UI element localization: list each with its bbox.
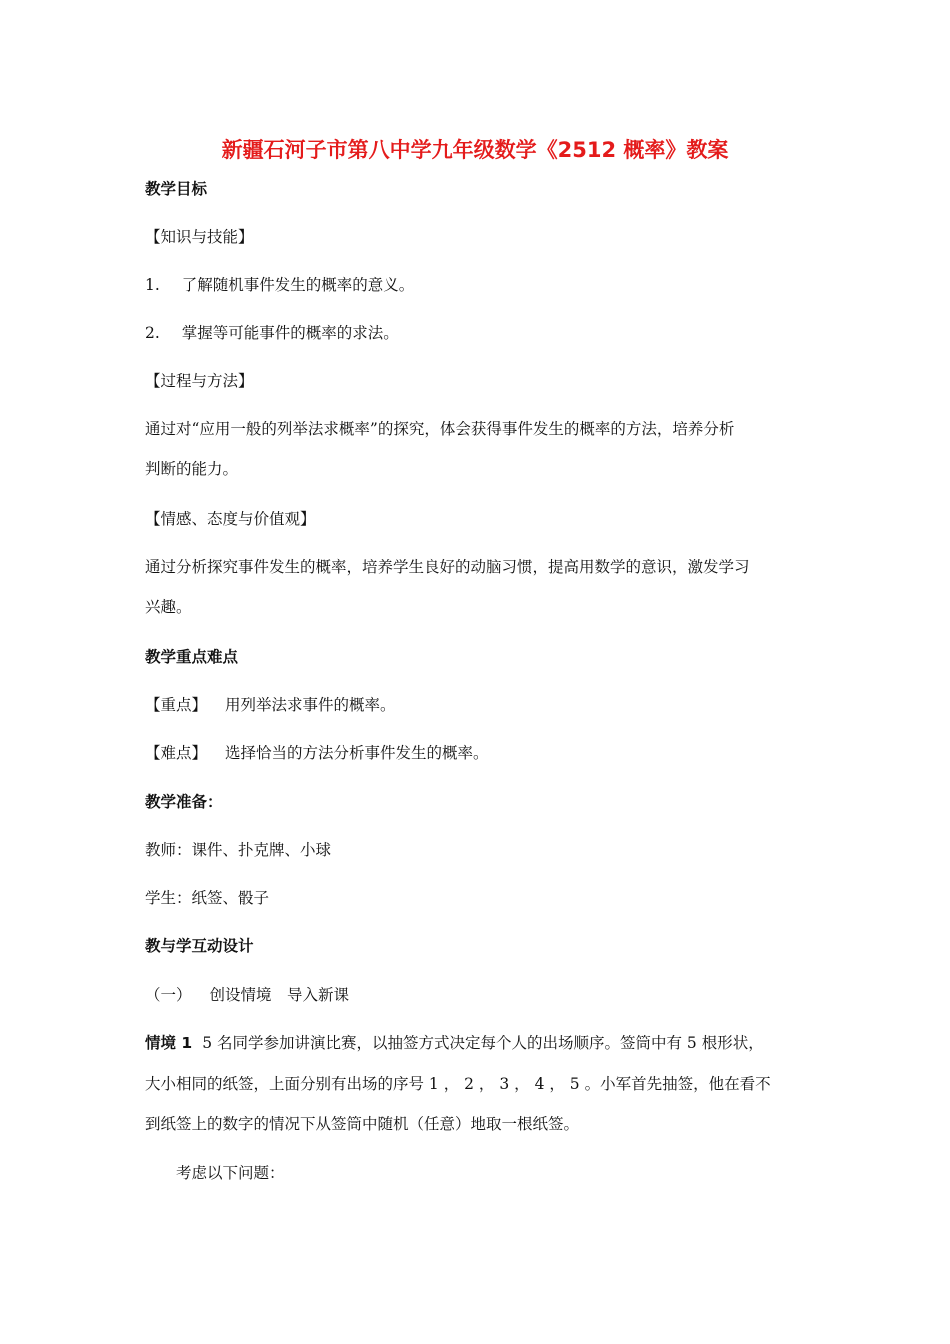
knowledge-item-2-number: 2. <box>145 324 160 342</box>
knowledge-skills-label: 【知识与技能】 <box>145 228 254 246</box>
difficult-point-text: 选择恰当的方法分析事件发生的概率。 <box>225 744 489 762</box>
process-paragraph-line-1: 通过对“应用一般的列举法求概率”的探究，体会获得事件发生的概率的方法，培养分析 <box>145 420 735 438</box>
preparation-heading: 教学准备： <box>145 793 223 811</box>
knowledge-item-2-text: 掌握等可能事件的概率的求法。 <box>181 324 399 342</box>
knowledge-item-1-text: 了解随机事件发生的概率的意义。 <box>181 276 415 294</box>
student-materials: 学生：纸签、骰子 <box>145 889 270 907</box>
knowledge-item-1 <box>145 275 414 295</box>
emotion-paragraph-line-2: 兴趣。 <box>145 598 192 616</box>
objectives-heading: 教学目标 <box>145 180 208 198</box>
scenario-line-3: 到纸签上的数字的情况下从签筒中随机（任意）地取一根纸签。 <box>145 1115 580 1133</box>
scenario-text-line-1: 5 名同学参加讲演比赛，以抽签方式决定每个人的出场顺序。签筒中有 5 根形状， <box>202 1034 764 1052</box>
difficult-point-label: 【难点】 <box>145 744 208 762</box>
consider-questions-line: 考虑以下问题： <box>176 1164 285 1182</box>
part-one-number: （一） <box>145 986 192 1004</box>
difficult-point-row <box>145 743 489 763</box>
scenario-label: 情境 1 <box>145 1034 193 1052</box>
document-title: 新疆石河子市第八中学九年级数学《2512 概率》教案 <box>221 138 729 162</box>
process-method-label: 【过程与方法】 <box>145 372 254 390</box>
knowledge-item-1-number: 1. <box>145 276 160 294</box>
scenario-line-1 <box>145 1033 764 1053</box>
process-paragraph-line-2: 判断的能力。 <box>145 460 239 478</box>
part-one-row <box>145 985 349 1005</box>
emotion-attitude-label: 【情感、态度与价值观】 <box>145 510 316 528</box>
scenario-line-2: 大小相同的纸签，上面分别有出场的序号 1 ， 2 ， 3 ， 4 ， 5 。小军首先抽签，他在看不 <box>145 1075 771 1093</box>
key-points-heading: 教学重点难点 <box>145 648 239 666</box>
knowledge-item-2 <box>145 323 399 343</box>
teacher-materials: 教师：课件、扑克牌、小球 <box>145 841 332 859</box>
emotion-paragraph-line-1: 通过分析探究事件发生的概率，培养学生良好的动脑习惯，提高用数学的意识，激发学习 <box>145 558 750 576</box>
interaction-design-heading: 教与学互动设计 <box>145 937 254 955</box>
key-point-label: 【重点】 <box>145 696 208 714</box>
part-one-title: 创设情境 导入新课 <box>209 986 350 1004</box>
key-point-row <box>145 695 396 715</box>
key-point-text: 用列举法求事件的概率。 <box>225 696 396 714</box>
